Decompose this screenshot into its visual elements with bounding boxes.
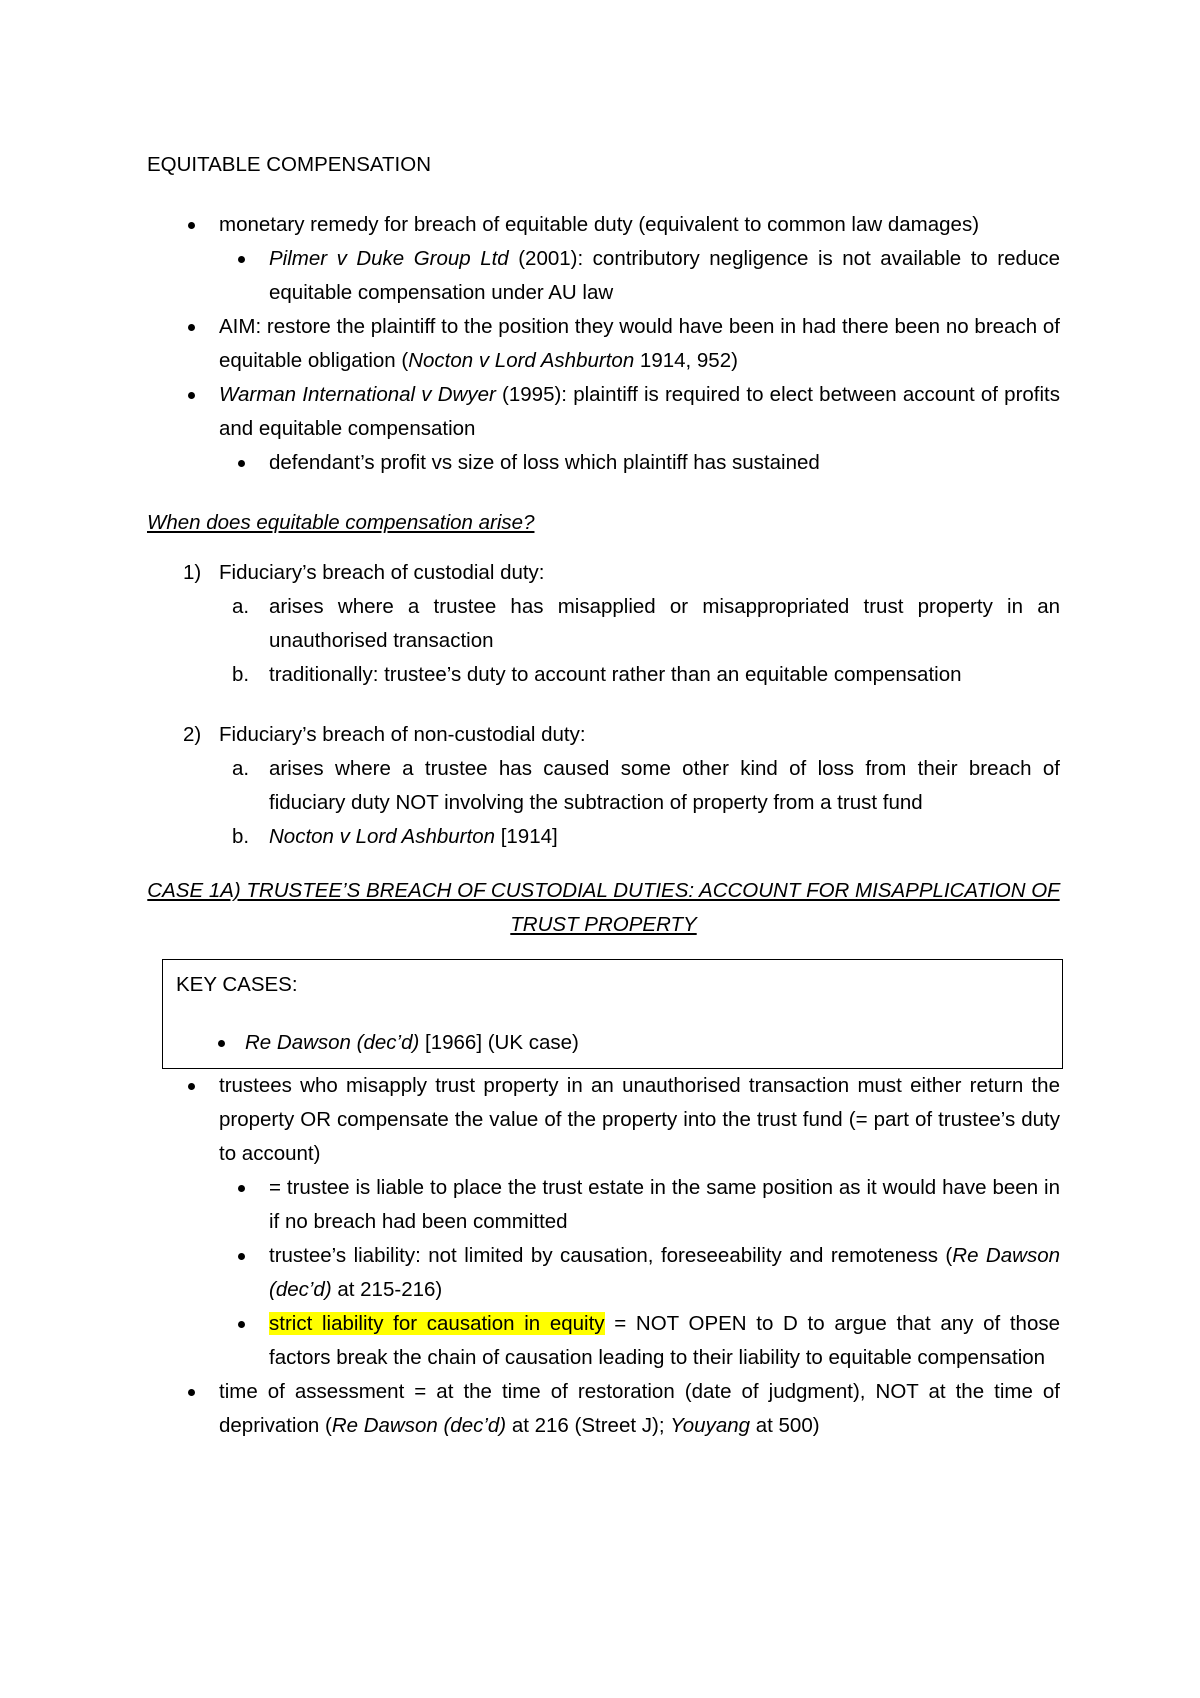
list-item: trustees who misapply trust property in an unauthorised transaction must either return the property OR compensate the value of the property into the trust fund (= part of trustee’s duty to account) = trustee is liable to place the trust estate in the same position as it would have been in if no breach had been committed trustee’s liability: not limited by causation, foreseeability and remoteness (Re Dawson (dec’d) at 215-216) strict liability for causation in equity = NOT OPEN to D to argue that any of those factors break the chain of causation leading to their liability to equitable compensation	[147, 1069, 1060, 1375]
list-letter: b.	[232, 825, 250, 848]
highlighted-text: strict liability for causation in equity	[269, 1312, 605, 1335]
section-heading-when: When does equitable compensation arise?	[147, 511, 535, 534]
list-letter: a.	[232, 595, 250, 618]
spacer	[147, 692, 1060, 718]
lettered-list	[219, 590, 1060, 692]
sub-bullet-list	[219, 446, 1060, 480]
list-item: b. Nocton v Lord Ashburton [1914]	[219, 820, 1060, 854]
list-number: 1)	[183, 561, 202, 584]
list-item: 1) Fiduciary’s breach of custodial duty: a. arises where a trustee has misapplied or misappropriated trust property in an unauthorised transaction b. traditionally: trustee’s duty to account rather than an equitable compensation	[147, 556, 1060, 692]
case-name: Warman International v Dwyer	[219, 383, 496, 406]
key-cases-label: KEY CASES:	[176, 973, 298, 996]
case-1a-bullet-list	[147, 1069, 1060, 1443]
numbered-list	[147, 556, 1060, 692]
list-item: Warman International v Dwyer (1995): plaintiff is required to elect between account of profits and equitable compensation defendant’s profit vs size of loss which plaintiff has sustained	[147, 378, 1060, 480]
list-item: Pilmer v Duke Group Ltd (2001): contributory negligence is not available to reduce equitable compensation under AU law	[219, 242, 1060, 310]
list-number: 2)	[183, 723, 202, 746]
list-item: monetary remedy for breach of equitable duty (equivalent to common law damages) Pilmer v Duke Group Ltd (2001): contributory negligence is not available to reduce equitable compensation under AU law	[147, 208, 1060, 310]
list-item: b. traditionally: trustee’s duty to account rather than an equitable compensation	[219, 658, 1060, 692]
list-item: trustee’s liability: not limited by causation, foreseeability and remoteness (Re Dawson (dec’d) at 215-216)	[219, 1239, 1060, 1307]
lettered-list	[219, 752, 1060, 854]
list-item: a. arises where a trustee has caused some other kind of loss from their breach of fiduciary duty NOT involving the subtraction of property from a trust fund	[219, 752, 1060, 820]
list-letter: b.	[232, 663, 250, 686]
list-item: a. arises where a trustee has misapplied or misappropriated trust property in an unauthorised transaction	[219, 590, 1060, 658]
list-item: defendant’s profit vs size of loss which plaintiff has sustained	[219, 446, 1060, 480]
list-item: Re Dawson (dec’d) [1966] (UK case)	[163, 1026, 1036, 1060]
sub-bullet-list	[219, 1171, 1060, 1375]
numbered-list	[147, 718, 1060, 854]
case-name: Re Dawson (dec’d)	[331, 1414, 507, 1437]
page-title: EQUITABLE COMPENSATION	[147, 153, 432, 176]
sub-bullet-list	[219, 242, 1060, 310]
section-heading-case-1a: CASE 1A) TRUSTEE’S BREACH OF CUSTODIAL DUTIES: ACCOUNT FOR MISAPPLICATION OF TRUST PROPERTY	[147, 879, 1060, 936]
case-name: Pilmer v Duke Group Ltd	[269, 247, 509, 270]
case-name: Re Dawson (dec’d)	[245, 1031, 420, 1054]
list-item: AIM: restore the plaintiff to the position they would have been in had there been no breach of equitable obligation (Nocton v Lord Ashburton 1914, 952)	[147, 310, 1060, 378]
list-item: time of assessment = at the time of restoration (date of judgment), NOT at the time of deprivation (Re Dawson (dec’d) at 216 (Street J); Youyang at 500)	[147, 1375, 1060, 1443]
case-name: Nocton v Lord Ashburton	[269, 825, 496, 848]
key-cases-list	[176, 1026, 1036, 1060]
key-cases-box	[162, 959, 1063, 1069]
list-letter: a.	[232, 757, 250, 780]
case-name: Nocton v Lord Ashburton	[408, 349, 635, 372]
case-name: Re Dawson (dec’d)	[269, 1244, 1060, 1301]
list-item: = trustee is liable to place the trust estate in the same position as it would have been in if no breach had been committed	[219, 1171, 1060, 1239]
document-body	[147, 148, 1060, 1443]
case-name: Youyang	[670, 1414, 751, 1437]
list-item: 2) Fiduciary’s breach of non-custodial duty: a. arises where a trustee has caused some other kind of loss from their breach of fiduciary duty NOT involving the subtraction of property from a trust fund b. Nocton v Lord Ashburton [1914]	[147, 718, 1060, 854]
list-item: strict liability for causation in equity = NOT OPEN to D to argue that any of those factors break the chain of causation leading to their liability to equitable compensation	[219, 1307, 1060, 1375]
intro-bullet-list	[147, 208, 1060, 480]
